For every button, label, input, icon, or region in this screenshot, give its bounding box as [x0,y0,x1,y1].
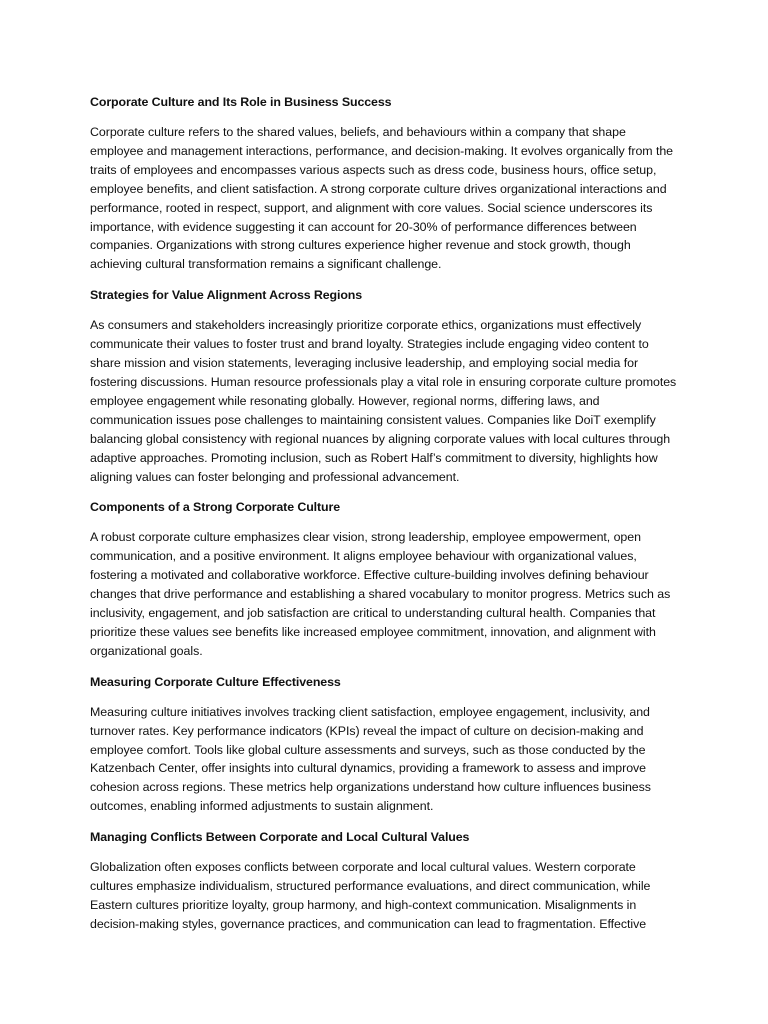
section-value-alignment [90,285,680,486]
section-heading: Strategies for Value Alignment Across Regions [90,288,363,303]
section-paragraph: Globalization often exposes conflicts between corporate and local cultural values. Western corporate cultures emphasize individualism, structured performance evaluations, and direct communication, while Eastern cultures prioritize loyalty, group harmony, and high-context communication. Misalignments in decision-making styles, governance practices, and communication can lead to fragmentation. Effective [90,860,651,931]
section-components [90,497,680,660]
section-measuring [90,672,680,816]
section-paragraph: Measuring culture initiatives involves tracking client satisfaction, employee engagement, inclusivity, and turnover rates. Key performance indicators (KPIs) reveal the impact of culture on decision-making and employee comfort. Tools like global culture assessments and surveys, such as those conducted by the Katzenbach Center, offer insights into cultural dynamics, providing a framework to assess and improve cohesion across regions. These metrics help organizations understand how culture influences business outcomes, enabling informed adjustments to sustain alignment. [90,704,651,814]
section-heading: Measuring Corporate Culture Effectiveness [90,674,341,689]
section-paragraph: Corporate culture refers to the shared values, beliefs, and behaviours within a company that shape employee and management interactions, performance, and decision-making. It evolves organically from the traits of employees and encompasses various aspects such as dress code, business hours, office setup, employee benefits, and client satisfaction. A strong corporate culture drives organizational interactions and performance, rooted in respect, support, and alignment with core values. Social science underscores its importance, with evidence suggesting it can account for 20-30% of performance differences between companies. Organizations with strong cultures experience higher revenue and stock growth, though achieving cultural transformation remains a significant challenge. [90,125,674,272]
section-heading: Components of a Strong Corporate Culture [90,500,341,515]
section-managing-conflicts [90,827,680,934]
section-paragraph: As consumers and stakeholders increasingly prioritize corporate ethics, organizations must effectively communicate their values to foster trust and brand loyalty. Strategies include engaging video content to share mission and vision statements, leveraging inclusive leadership, and employing social media for fostering discussions. Human resource professionals play a vital role in ensuring corporate culture promotes employee engagement while resonating globally. However, regional norms, differing laws, and communication issues pose challenges to maintaining consistent values. Companies like DoiT exemplify balancing global consistency with regional nuances by aligning corporate values with local cultures through adaptive approaches. Promoting inclusion, such as Robert Half’s commitment to diversity, highlights how aligning values can foster belonging and professional advancement. [90,318,677,484]
section-heading: Corporate Culture and Its Role in Business Success [90,95,392,109]
section-heading: Managing Conflicts Between Corporate and Local Cultural Values [90,830,470,845]
document-body [90,92,680,945]
section-corporate-culture-role [90,92,680,274]
section-paragraph: A robust corporate culture emphasizes clear vision, strong leadership, employee empowerment, open communication, and a positive environment. It aligns employee behaviour with organizational values, fostering a motivated and collaborative workforce. Effective culture-building involves defining behaviour changes that drive performance and establishing a shared vocabulary to monitor progress. Metrics such as inclusivity, engagement, and job satisfaction are critical to understanding cultural health. Companies that prioritize these values see benefits like increased employee commitment, innovation, and alignment with organizational goals. [90,530,671,658]
